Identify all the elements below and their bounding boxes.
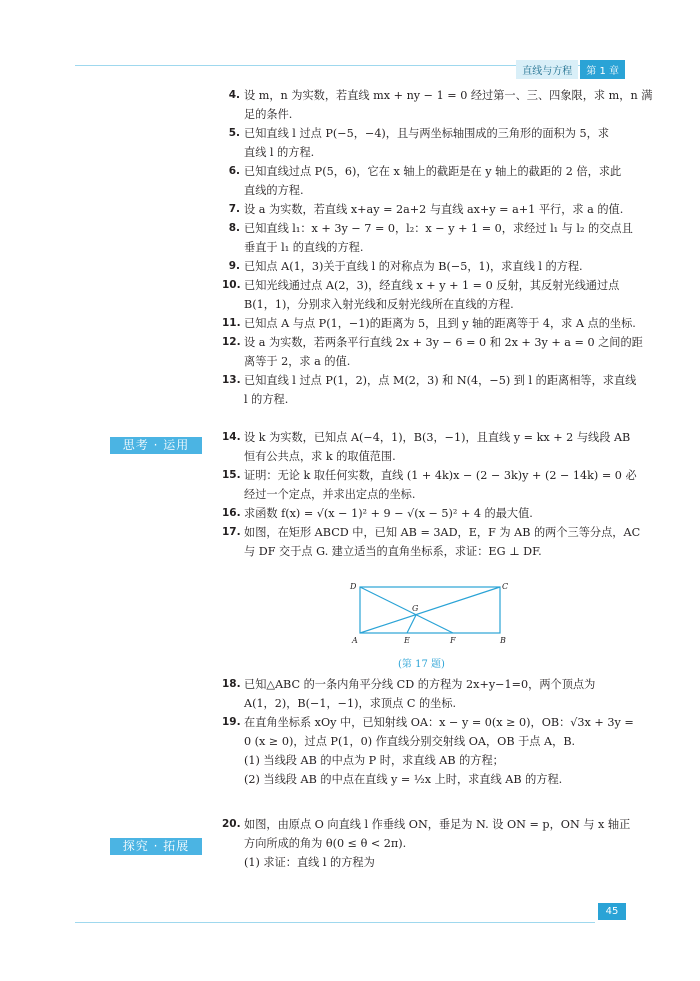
problem-number: 16. [222,507,241,519]
problem-number: 7. [228,203,240,215]
problem-text-line: 设 m，n 为实数，若直线 mx + ny − 1 = 0 经过第一、三、四象限，求 m，n 满 [244,89,653,102]
problem-item [222,333,643,371]
problem-item [222,86,653,124]
problem-text-line: 如图，由原点 O 向直线 l 作垂线 ON，垂足为 N. 设 ON = p，ON 与 x 轴正 [244,818,631,831]
problem-item [222,371,637,409]
problem-number: 5. [228,127,240,139]
problem-number: 10. [222,279,241,291]
problem-text-line: 直线的方程. [244,184,304,197]
label-g: G [412,604,419,613]
label-f: F [450,636,456,645]
sub-question: (1) 当线段 AB 的中点为 P 时，求直线 AB 的方程； [244,754,504,767]
problem-text-line: 垂直于 l₁ 的直线的方程. [244,241,364,254]
problem-item [222,276,632,314]
label-a: A [352,636,358,645]
problem-number: 9. [228,260,240,272]
problem-number: 12. [222,336,241,348]
problem-item [222,815,632,872]
problem-text-line: 恒有公共点，求 k 的取值范围. [244,450,396,463]
problem-number: 14. [222,431,241,443]
problem-number: 11. [222,317,241,329]
problem-number: 6. [228,165,240,177]
problem-text-line: 足的条件. [244,108,293,121]
page-number: 45 [598,903,626,920]
running-header [516,60,625,79]
problem-item [222,314,636,333]
problem-number: 8. [228,222,240,234]
problem-number: 17. [222,526,241,538]
problem-text-line: 如图，在矩形 ABCD 中，已知 AB = 3AD，E，F 为 AB 的两个三等分点，AC [244,526,641,539]
label-b: B [500,636,506,645]
problem-item [222,219,632,257]
problem-number: 19. [222,716,241,728]
problem-text-line: 已知直线过点 P(5，6)，它在 x 轴上的截距是在 y 轴上的截距的 2 倍，求此 [244,165,622,178]
problem-text-line: 设 k 为实数，已知点 A(−4，1)，B(3，−1)，且直线 y = kx + 2 与线段 AB [244,431,631,444]
problem-item [222,162,632,200]
problem-group-thinking-2 [222,675,632,789]
problem-text-line: 设 a 为实数，若直线 x+ay = 2a+2 与直线 ax+y = a+1 平行，求 a 的值. [244,203,624,216]
problem-text-line: 经过一个定点，并求出定点的坐标. [244,488,416,501]
problem-item [222,257,632,276]
problem-text-line: 已知△ABC 的一条内角平分线 CD 的方程为 2x+y−1=0，两个顶点为 [244,678,596,691]
problem-item [222,523,641,561]
problem-text-line: 方向所成的角为 θ(0 ≤ θ < 2π). [244,837,407,850]
problem-text-line: 离等于 2，求 a 的值. [244,355,351,368]
problem-number: 4. [228,89,240,101]
problem-text-line: 0 (x ≥ 0)，过点 P(1，0) 作直线分别交射线 OA，OB 于点 A，B. [244,735,576,748]
label-c: C [502,582,509,591]
problem-number: 15. [222,469,241,481]
problem-text-line: 直线 l 的方程. [244,146,315,159]
problem-text-line: l 的方程. [244,393,289,406]
problem-text-line: 在直角坐标系 xOy 中，已知射线 OA：x − y = 0(x ≥ 0)，OB：√3x + 3y = [244,716,634,729]
label-d: D [350,582,357,591]
problem-group-explore [222,815,632,872]
figure-caption: (第 17 题) [398,659,445,670]
problem-item [222,675,632,713]
problem-text-line: 已知光线通过点 A(2，3)，经直线 x + y + 1 = 0 反射，其反射光线通过点 [244,279,620,292]
section-tag-explore: 探究 · 拓展 [110,838,202,855]
problem-text-line: 已知直线 l 过点 P(−5，−4)，且与两坐标轴围成的三角形的面积为 5，求 [244,127,610,140]
problem-item [222,200,632,219]
problem-text-line: B(1，1)，分别求入射光线和反射光线所在直线的方程. [244,298,514,311]
sub-question: (2) 当线段 AB 的中点在直线 y = ½x 上时，求直线 AB 的方程. [244,773,563,786]
problem-group-basic [222,86,653,409]
problem-text-line: 已知直线 l 过点 P(1，2)，点 M(2，3) 和 N(4，−5) 到 l 的距离相等，求直线 [244,374,637,387]
label-e: E [404,636,410,645]
problem-item [222,504,632,523]
problem-text-line: A(1，2)，B(−1，−1)，求顶点 C 的坐标. [244,697,457,710]
problem-text-line: 已知点 A 与点 P(1，−1)的距离为 5，且到 y 轴的距离等于 4，求 A 点的坐标. [244,317,636,330]
segment-df [360,587,453,633]
problem-item [222,466,637,504]
problem-item [222,713,632,789]
problem-group-thinking [222,428,641,561]
problem-item [222,124,632,162]
chapter-tag: 第 1 章 [580,60,625,79]
problem-text-line: 证明：无论 k 取任何实数，直线 (1 + 4k)x − (2 − 3k)y + (2 − 14k) = 0 必 [244,469,637,482]
rectangle-figure [340,581,520,651]
problem-text-line: 设 a 为实数，若两条平行直线 2x + 3y − 6 = 0 和 2x + 3y + a = 0 之间的距 [244,336,643,349]
problem-number: 18. [222,678,241,690]
section-title: 直线与方程 [516,60,578,79]
sub-question: (1) 求证：直线 l 的方程为 [244,856,375,869]
section-tag-thinking: 思考 · 运用 [110,437,202,454]
problem-text-line: 与 DF 交于点 G. 建立适当的直角坐标系，求证：EG ⊥ DF. [244,545,542,558]
problem-number: 20. [222,818,241,830]
problem-text-line: 求函数 f(x) = √(x − 1)² + 9 − √(x − 5)² + 4 的最大值. [244,507,533,520]
footer-rule [75,922,595,923]
problem-list [222,86,653,872]
problem-text-line: 已知点 A(1，3)关于直线 l 的对称点为 B(−5，1)，求直线 l 的方程. [244,260,583,273]
problem-number: 13. [222,374,241,386]
diagonal-ac [360,587,500,633]
problem-text-line: 已知直线 l₁：x + 3y − 7 = 0，l₂：x − y + 1 = 0，求经过 l₁ 与 l₂ 的交点且 [244,222,633,235]
problem-item [222,428,632,466]
